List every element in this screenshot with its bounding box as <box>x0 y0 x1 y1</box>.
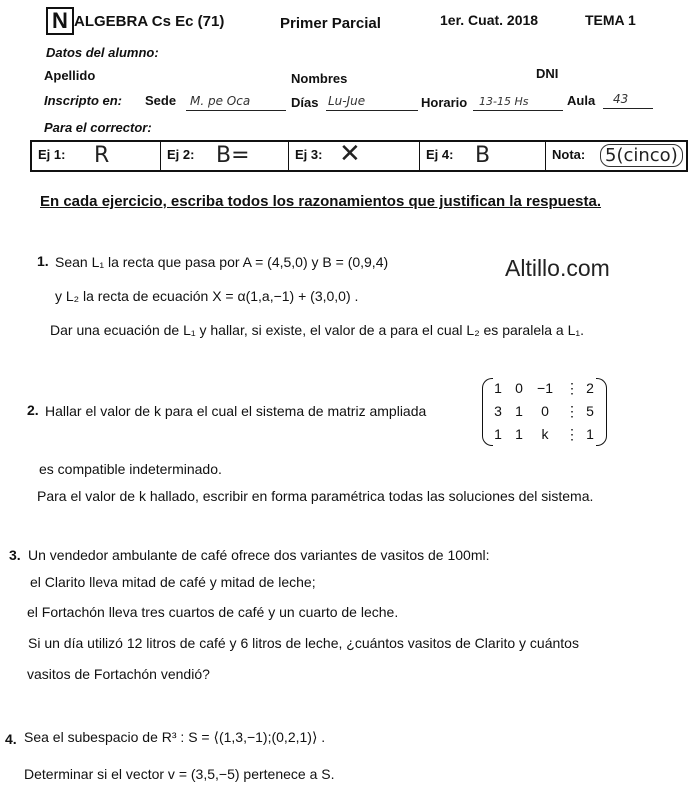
grade-cell-nota <box>546 142 686 170</box>
q3-line3: el Fortachón lleva tres cuartos de café y un cuarto de leche. <box>27 604 399 620</box>
aula-value: 43 <box>613 92 629 106</box>
corrector-label: Para el corrector: <box>44 120 152 135</box>
matrix-cell: 1 <box>494 380 502 396</box>
matrix-cell: 0 <box>515 380 523 396</box>
ej2-label: Ej 2: <box>167 147 195 162</box>
instruction-heading: En cada ejercicio, escriba todos los razonamientos que justifican la respuesta. <box>40 193 602 210</box>
matrix-cell: 1 <box>515 426 523 442</box>
aula-field <box>603 90 653 109</box>
q1-number: 1. <box>37 253 49 269</box>
q2-line3: Para el valor de k hallado, escribir en forma paramétrica todas las soluciones del sistema. <box>37 488 594 504</box>
nombres-label: Nombres <box>291 71 348 86</box>
exam-tema: TEMA 1 <box>585 12 636 28</box>
horario-field <box>473 92 563 111</box>
matrix-cell: ⋮ <box>565 426 579 442</box>
sede-label: Sede <box>145 93 177 108</box>
matrix-cell: ⋮ <box>565 403 579 419</box>
matrix-cell: −1 <box>537 380 553 396</box>
q2-number: 2. <box>27 402 39 418</box>
grade-cell-ej3 <box>289 139 420 170</box>
matrix-cell: 0 <box>541 403 549 419</box>
exam-term: 1er. Cuat. 2018 <box>440 12 539 28</box>
q3-number: 3. <box>9 547 21 563</box>
inscripto-label: Inscripto en: <box>44 93 123 108</box>
q3-line4: Si un día utilizó 12 litros de café y 6 litros de leche, ¿cuántos vasitos de Clarito y cuántos <box>28 635 579 651</box>
dias-value: Lu-Jue <box>328 94 366 108</box>
horario-label: Horario <box>421 95 468 110</box>
ej4-mark: B <box>475 143 491 168</box>
nota-mark: 5(cinco) <box>600 144 683 167</box>
ej1-label: Ej 1: <box>38 147 66 162</box>
matrix-cell: ⋮ <box>565 380 579 396</box>
dias-field <box>326 92 418 111</box>
matrix-cell: 3 <box>494 403 502 419</box>
ej3-label: Ej 3: <box>295 147 323 162</box>
grade-cell-ej1 <box>32 142 161 170</box>
nota-label: Nota: <box>552 147 586 162</box>
grade-cell-ej2 <box>161 142 289 170</box>
sede-value: M. pe Oca <box>190 94 251 108</box>
ej2-mark: B= <box>216 143 250 168</box>
ej1-mark: R <box>94 143 110 168</box>
student-section-label: Datos del alumno: <box>46 45 159 60</box>
q4-line2: Determinar si el vector v = (3,5,−5) pertenece a S. <box>24 766 335 782</box>
q2-line1: Hallar el valor de k para el cual el sistema de matriz ampliada <box>45 403 427 419</box>
apellido-label: Apellido <box>44 68 96 83</box>
q1-line2: y L₂ la recta de ecuación X = α(1,a,−1) + (3,0,0) . <box>55 288 359 304</box>
course-title: ALGEBRA Cs Ec (71) <box>74 13 225 30</box>
matrix-cell: 1 <box>515 403 523 419</box>
q4-line1: Sea el subespacio de R³ : S = ⟨(1,3,−1);(0,2,1)⟩ . <box>24 729 326 745</box>
matrix-cell: 1 <box>586 426 594 442</box>
exam-title: Primer Parcial <box>280 15 381 32</box>
matrix-cell: 2 <box>586 380 594 396</box>
dias-label: Días <box>291 95 319 110</box>
ej3-mark: ✕ <box>339 139 361 169</box>
horario-value: 13-15 Hs <box>479 95 529 108</box>
matrix-cell: 1 <box>494 426 502 442</box>
q3-line1: Un vendedor ambulante de café ofrece dos variantes de vasitos de 100ml: <box>28 547 490 563</box>
q4-number: 4. <box>5 731 17 747</box>
q3-line2: el Clarito lleva mitad de café y mitad de leche; <box>30 574 316 590</box>
watermark: Altillo.com <box>505 255 610 281</box>
grade-cell-ej4 <box>420 142 546 170</box>
q3-line5: vasitos de Fortachón vendió? <box>27 666 210 682</box>
aula-label: Aula <box>567 93 596 108</box>
matrix-cell: k <box>541 426 549 442</box>
augmented-matrix <box>482 378 607 448</box>
matrix-cell: 5 <box>586 403 594 419</box>
header-box-letter: N <box>46 7 74 35</box>
q2-line2: es compatible indeterminado. <box>39 461 222 477</box>
q1-line3: Dar una ecuación de L₁ y hallar, si existe, el valor de a para el cual L₂ es paralela a L₁. <box>50 322 584 338</box>
q1-line1: Sean L₁ la recta que pasa por A = (4,5,0) y B = (0,9,4) <box>55 254 389 270</box>
ej4-label: Ej 4: <box>426 147 454 162</box>
grade-table <box>30 140 688 172</box>
dni-label: DNI <box>536 66 559 81</box>
sede-field <box>186 92 286 111</box>
